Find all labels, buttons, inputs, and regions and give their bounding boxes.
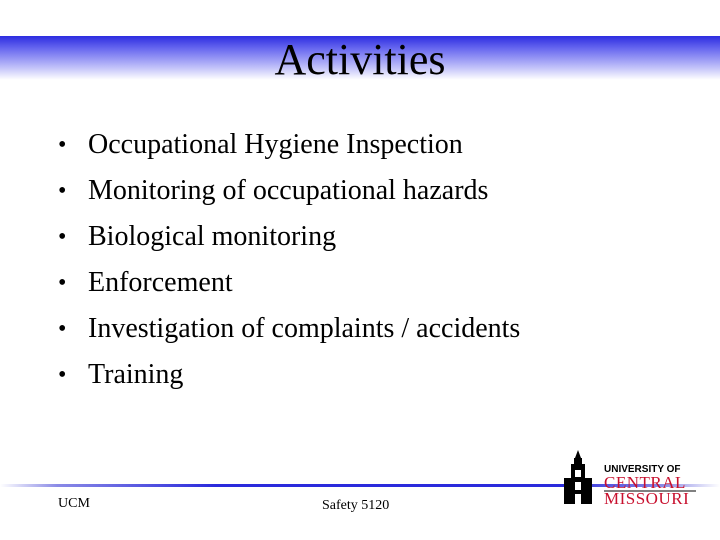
bullet-icon: • bbox=[58, 178, 67, 204]
university-tower-icon bbox=[564, 450, 592, 504]
bullet-text: Monitoring of occupational hazards bbox=[88, 175, 489, 206]
university-logo bbox=[560, 448, 700, 508]
footer-org: UCM bbox=[58, 496, 90, 511]
footer-course: Safety 5120 bbox=[322, 498, 390, 513]
logo-line-3: MISSOURI bbox=[604, 489, 690, 508]
bullet-icon: • bbox=[58, 270, 67, 296]
bullet-text: Enforcement bbox=[88, 267, 233, 298]
list-item bbox=[58, 260, 520, 306]
list-item bbox=[58, 352, 520, 398]
slide-title: Activities bbox=[274, 35, 446, 84]
bullet-icon: • bbox=[58, 362, 67, 388]
list-item bbox=[58, 306, 520, 352]
list-item bbox=[58, 168, 520, 214]
bullet-text: Investigation of complaints / accidents bbox=[88, 313, 521, 344]
bullet-text: Biological monitoring bbox=[88, 221, 337, 252]
list-item bbox=[58, 122, 520, 168]
logo-line-2: CENTRAL bbox=[604, 473, 686, 492]
bullet-icon: • bbox=[58, 224, 67, 250]
bullet-list bbox=[58, 122, 520, 398]
bullet-icon: • bbox=[58, 316, 67, 342]
bullet-icon: • bbox=[58, 132, 67, 158]
bullet-text: Training bbox=[88, 359, 184, 390]
bullet-text: Occupational Hygiene Inspection bbox=[88, 129, 463, 160]
logo-line-1: UNIVERSITY OF bbox=[604, 464, 681, 475]
list-item bbox=[58, 214, 520, 260]
